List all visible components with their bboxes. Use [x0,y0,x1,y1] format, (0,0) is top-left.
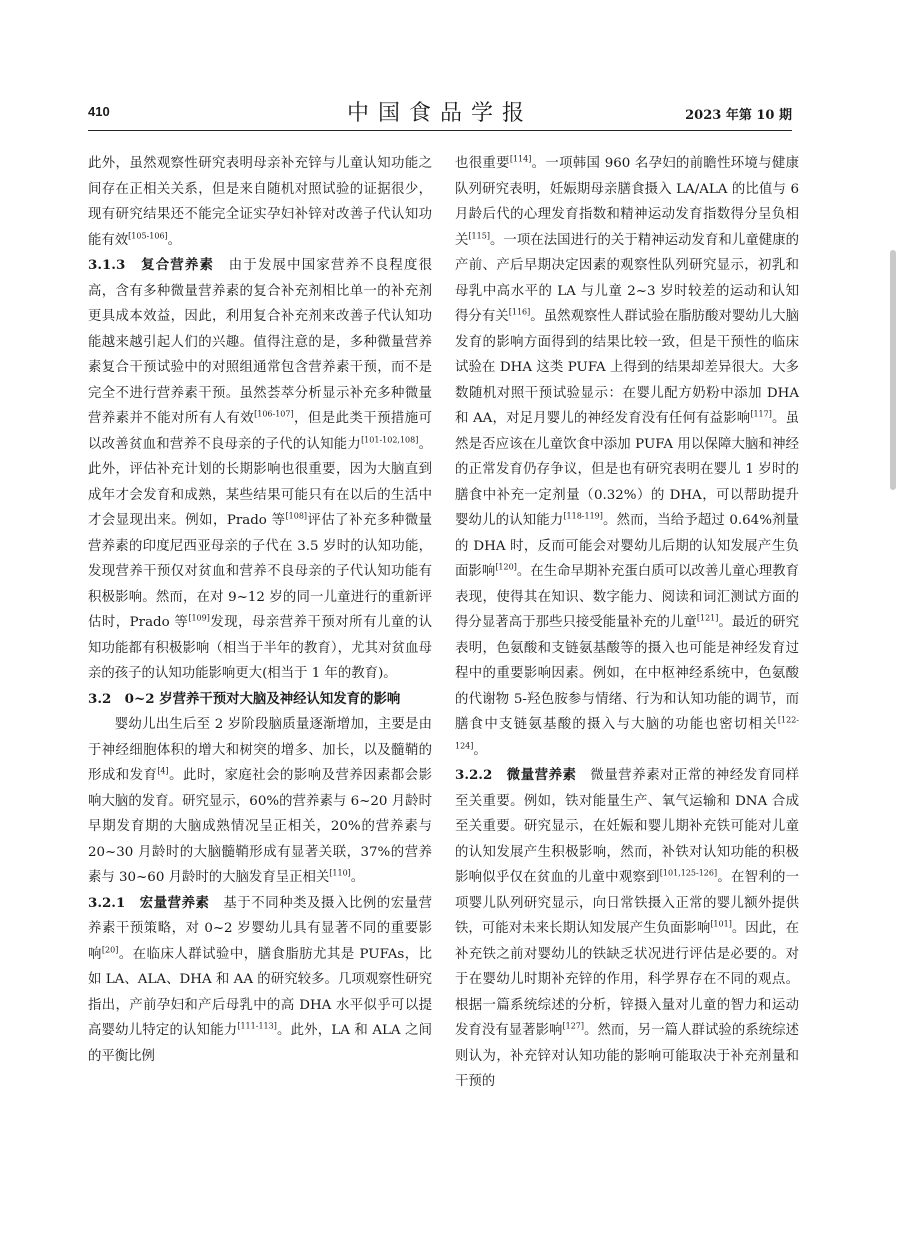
section-heading: 3.1.3 复合营养素 [88,257,215,273]
citation: [101] [710,919,732,929]
citation: [20] [101,945,119,955]
citation: [105-106] [128,231,168,241]
section-heading-3-2: 3.2 0~2 岁营养干预对大脑及神经认知发育的影响 [88,690,401,707]
section-3-2-1: 3.2.1 宏量营养素 基于不同种类及摄入比例的宏量营养素干预策略，对 0~2 岁婴幼儿具有显著不同的重要影响[20]。在临床人群试验中，膳食脂肪尤其是 PUFAs，比如 LA、ALA、DHA 和 AA 的研究较多。几项观察性研究指出，产前孕妇和产后母乳中的高 DHA 水平似乎可以提高婴幼儿特定的认知能力[111-113]。此外，LA 和 ALA 之间的平衡比例 [88,894,433,1064]
paragraph-zinc: 此外，虽然观察性研究表明母亲补充锌与儿童认知功能之间存在正相关关系，但是来自随机对照试验的证据很少，现有研究结果还不能完全证实孕妇补锌对改善子代认知功能有效[105-106]。 [88,156,432,248]
citation: [109] [188,613,210,623]
issue-label: 2023 年第 10 期 [685,108,792,123]
citation: [121] [696,613,719,623]
citation: [116] [508,307,531,317]
journal-title: 中国食品学报 [346,101,533,126]
citation: [114] [509,154,532,164]
citation: [108] [285,511,308,521]
citation: [115] [468,231,490,241]
paragraph-fatty-acids: 也很重要[114]。一项韩国 960 名孕妇的前瞻性环境与健康队列研究表明，妊娠期母亲膳食摄入 LA/ALA 的比值与 6 月龄后代的心理发育指数和精神运动发育指数得分呈负相关[115]。一项在法国进行的关于精神运动发育和儿童健康的产前、产后早期决定因素的观察性队列研究显示，初乳和母乳中高水平的 LA 与儿童 2~3 岁时较差的运动和认知得分有关[116]。虽然观察性人群试验在脂肪酸对婴幼儿大脑发育的影响方面得到的结果比较一致，但是干预性的临床试验在 DHA 这类 PUFA 上得到的结果却差异很大。大多数随机对照干预试验显示：在婴儿配方奶粉中添加 DHA 和 AA，对足月婴儿的神经发育没有任何有益影响[117]。虽然是否应该在儿童饮食中添加 PUFA 用以保障大脑和神经的正常发育仍存争议，但是也有研究表明在婴儿 1 岁时的膳食中补充一定剂量（0.32%）的 DHA，可以帮助提升婴幼儿的认知能力[118-119]。然而，当给予超过 0.64%剂量的 DHA 时，反而可能会对婴幼儿后期的认知发展产生负面影响[120]。在生命早期补充蛋白质可以改善儿童心理教育表现，使得其在知识、数字能力、阅读和词汇测试方面的得分显著高于那些只接受能量补充的儿童[121]。最近的研究表明，色氨酸和支链氨基酸等的摄入也可能是神经发育过程中的重要影响因素。例如，在中枢神经系统中，色氨酸的代谢物 5-羟色胺参与情绪、行为和认知功能的调节，而膳食中支链氨基酸的摄入与大脑的功能也密切相关[122-124]。 [455,154,800,758]
section-heading: 3.2.2 微量营养素 [455,767,577,783]
citation: [118-119] [563,511,603,521]
citation: [122-124] [455,715,799,751]
section-heading: 3.2.1 宏量营养素 [88,894,210,911]
paragraph-brain-growth: 婴幼儿出生后至 2 岁阶段脑质量逐渐增加，主要是由于神经细胞体积的增大和树突的增多、加长，以及髓鞘的形成和发育[4]。此时，家庭社会的影响及营养因素都会影响大脑的发育。研究显示，60%的营养素与 6~20 月龄时早期发育期的大脑成熟情况呈正相关，20%的营养素与 20~30 月龄时的大脑髓鞘形成有显著关联，37%的营养素与 30~60 月龄时的大脑发育呈正相关[110]。 [88,717,433,885]
citation: [4] [157,766,169,776]
citation: [127] [562,1021,585,1031]
citation: [101-102,108] [361,435,419,445]
section-3-2-2: 3.2.2 微量营养素 微量营养素对正常的神经发育同样至关重要。例如，铁对能量生产、氧气运输和 DNA 合成至关重要。研究显示，在妊娠和婴儿期补充铁可能对儿童的认知发展产生积极影响，然而，补铁对认知功能的积极影响似乎仅在贫血的儿童中观察到[101,125-126]。在智利的一项婴儿队列研究显示，向日常铁摄入正常的婴儿额外提供铁，可能对未来长期认知发展产生负面影响[101]。因此，在补充铁之前对婴幼儿的铁缺乏状况进行评估是必要的。对于在婴幼儿时期补充锌的作用，科学界存在不同的观点。根据一篇系统综述的分析，锌摄入量对儿童的智力和运动发育没有显著影响[127]。然而，另一篇人群试验的系统综述则认为，补充锌对认知功能的影响可能取决于补充剂量和干预的 [455,767,800,1089]
section-3-1-3: 3.1.3 复合营养素 由于发展中国家营养不良程度很高，含有多种微量营养素的复合补充剂相比单一的补充剂更具成本效益，因此，利用复合补充剂来改善子代认知功能越来越引起人们的兴趣。值得注意的是，多种微量营养素复合干预试验中的对照组通常包含营养素干预，而不是完全不进行营养素干预。虽然荟萃分析显示补充多种微量营养素并不能对所有人有效[106-107]，但是此类干预措施可以改善贫血和营养不良母亲的子代的认知能力[101-102,108]。此外，评估补充计划的长期影响也很重要，因为大脑直到成年才会发育和成熟，某些结果可能只有在以后的生活中才会显现出来。例如，Prado 等[108]评估了补充多种微量营养素的印度尼西亚母亲的子代在 3.5 岁时的认知功能，发现营养干预仅对贫血和营养不良母亲的子代认知功能有积极影响。然而，在对 9~12 岁的同一儿童进行的重新评估时，Prado 等[109]发现，母亲营养干预对所有儿童的认知功能都有积极影响（相当于半年的教育），尤其对贫血母亲的孩子的认知功能影响更大(相当于 1 年的教育)。 [88,257,433,681]
left-column [88,151,432,1069]
citation: [120] [495,562,517,572]
right-column [455,151,799,1095]
page-number: 410 [88,104,110,119]
citation: [106-107] [254,409,294,419]
scrollbar-thumb[interactable] [890,250,896,490]
citation: [117] [750,409,772,419]
citation: [111-113] [237,1021,277,1031]
header-rule [88,130,792,131]
citation: [101,125-126] [659,868,718,878]
citation: [110] [329,868,351,878]
